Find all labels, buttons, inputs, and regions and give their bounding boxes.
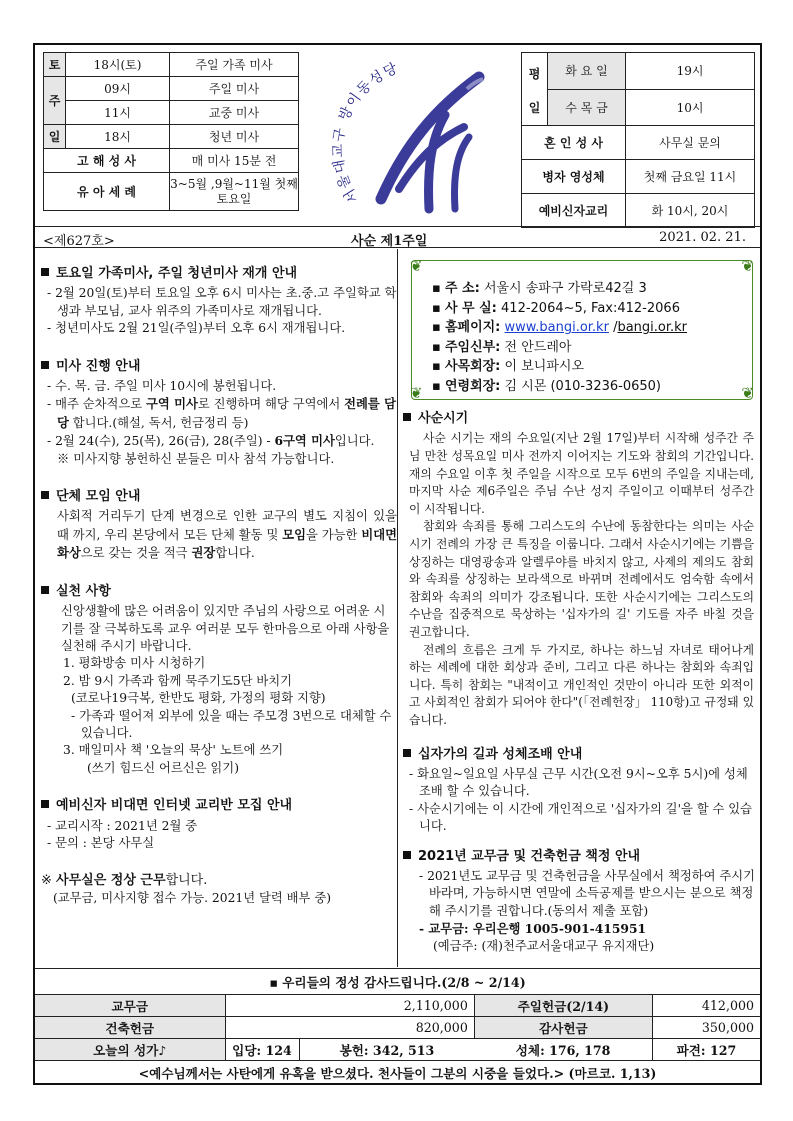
ornament-icon: ❦: [410, 257, 423, 275]
building-fund-value: 820,000: [225, 1017, 474, 1039]
baptism-label: 유 아 세 례: [44, 173, 170, 211]
notice-line: - 교리시작 : 2021년 2월 중: [47, 818, 198, 833]
info-assoc: ▪ 연령회장: 김 시몬 (010-3236-0650): [432, 378, 661, 394]
section-heading: 단체 모임 안내: [41, 488, 397, 505]
notice-line: - 매주 순차적으로 구역 미사로 진행하며 해당 구역에서 전례를 담당 합니다.(해설, 독서, 헌금정리 등): [47, 396, 396, 430]
notice-line: 3. 매일미사 책 '오늘의 묵상' 노트에 쓰기: [63, 743, 284, 758]
notice-line: - 문의 : 본당 사무실: [47, 835, 155, 850]
office-notice-line: ※ 사무실은 정상 근무합니다.: [41, 873, 208, 889]
lent-paragraph: 사순 시기는 재의 수요일(지난 2월 17일)부터 시작해 성주간 주님 만찬 성목요일 미사 전까지 이어지는 기도와 참회의 기간입니다. 재의 수요일 이후 첫 주일을 시작으로 모두 6번의 주일을 지내는데, 마지막 사순 제6주일은 주님 수난 성지 주일이고 이때부터 성주간이 시작됩니다.: [409, 431, 754, 516]
mass-time: 18시: [66, 125, 170, 149]
offering-title: ▪ 우리들의 정성 감사드립니다.(2/8 ~ 2/14): [35, 969, 760, 995]
notice-line: 사회적 거리두기 단계 변경으로 인한 교구의 별도 지침이 있을 때 까지, 우리 본당에서 모든 단체 활동 및 모임을 가능한 비대면 화상으로 갖는 것을 적극 권장합니다.: [57, 509, 397, 561]
notice-line: - 가족과 떨어져 외부에 있을 때는 주모경 3번으로 대체할 수 있습니다.: [71, 708, 392, 740]
notice-line: - 화요일~일요일 사무실 근무 시간(오전 9시~오후 5시)에 성체조배 할 수 있습니다.: [409, 766, 748, 799]
weekday-label-bottom: 일: [528, 101, 541, 115]
baptism-value: 3~5월 ,9월~11월 첫째 토요일: [170, 173, 299, 211]
notice-line: ※ 미사지향 봉헌하신 분들은 미사 참석 가능합니다.: [57, 451, 335, 466]
dues-label: 교무금: [35, 995, 225, 1017]
weekday-label-top: 평: [528, 67, 541, 81]
right-column: [403, 257, 758, 955]
offering-table: [35, 968, 760, 1085]
issue-title: 사순 제1주일: [351, 234, 428, 249]
thanks-offering-label: 감사헌금: [474, 1017, 652, 1039]
lent-paragraph: 참회와 속죄를 통해 그리스도의 수난에 동참한다는 의미는 사순 시기 전례의 가장 큰 특징을 이룹니다. 그래서 사순시기에는 기쁨을 상징하는 대영광송과 알렐루야를 바치지 않고, 사제의 제의도 참회와 속죄를 상징하는 보라색으로 바뀌며 전례에서도 엄숙함 속에서 참회와 속죄의 의미가 강조됩니다. 또한 사순시기에는 그리스도의 수난을 집중적으로 묵상하는 '십자가의 길' 기도를 자주 바칠 것을 권고합니다.: [409, 519, 754, 639]
ornament-icon: ❦: [410, 384, 423, 402]
info-pastor: ▪ 주임신부: 전 안드레아: [432, 339, 572, 355]
weekday-time: 19시: [626, 53, 755, 90]
issue-bar: [35, 226, 760, 248]
mass-desc: 교중 미사: [170, 101, 299, 125]
catechumen-label: 예비신자교리: [522, 194, 626, 228]
notice-dues: [403, 848, 758, 955]
homepage-alt-link[interactable]: bangi.or.kr: [617, 320, 688, 336]
notice-line: 1. 평화방송 미사 시청하기: [63, 656, 206, 671]
section-heading: 토요일 가족미사, 주일 청년미사 재개 안내: [41, 265, 397, 282]
notice-line: - 교무금: 우리은행 1005-901-415951: [419, 921, 647, 937]
section-heading: 사순시기: [403, 410, 758, 427]
weekday-label: [522, 53, 548, 126]
section-heading: 예비신자 비대면 인터넷 교리반 모집 안내: [41, 797, 397, 814]
section-heading: 실천 사항: [41, 583, 397, 600]
logo-text: 서울대교구 방이동성당: [330, 60, 402, 206]
issue-number: <제627호>: [43, 234, 115, 249]
notice-line: - 사순시기에는 이 시간에 개인적으로 '십자가의 길'을 할 수 있습니다.: [409, 801, 753, 834]
sick-communion-label: 병자 영성체: [522, 160, 626, 194]
mass-time: 18시(토): [66, 53, 170, 77]
notice-way-of-cross: [403, 746, 758, 836]
mass-desc: 주일 가족 미사: [170, 53, 299, 77]
hymn-offertory: 봉헌: 342, 513: [299, 1039, 474, 1061]
notice-line: (예금주: (재)천주교서울대교구 유지재단): [433, 938, 655, 953]
left-column: [41, 265, 397, 907]
dues-value: 2,110,000: [225, 995, 474, 1017]
notice-line: - 수. 목. 금. 주일 미사 10시에 봉헌됩니다.: [47, 379, 277, 394]
office-notice-sub: (교무금, 미사지향 접수 가능. 2021년 달력 배부 중): [53, 890, 332, 905]
notice-line: - 2021년도 교무금 및 건축헌금을 사무실에서 책정하여 주시기 바라며, 가능하시면 연말에 소득공제를 받으시는 분으로 책정해 주시기를 권합니다.(동의서 제출 포함): [419, 868, 756, 918]
notice-family-mass: [41, 265, 397, 338]
mass-desc: 청년 미사: [170, 125, 299, 149]
notice-line: - 청년미사도 2월 21일(주일)부터 오후 6시 재개됩니다.: [47, 321, 346, 336]
hymn-dismissal: 파견: 127: [652, 1039, 760, 1061]
catechumen-value: 화 10시, 20시: [626, 194, 755, 228]
marriage-label: 혼 인 성 사: [522, 126, 626, 160]
info-homepage: ▪ 홈페이지: www.bangi.or.kr /bangi.or.kr: [432, 320, 688, 336]
confession-value: 매 미사 15분 전: [170, 149, 299, 173]
notice-line: (코로나19극복, 한반도 평화, 가정의 평화 지향): [71, 691, 326, 706]
hymn-communion: 성체: 176, 178: [474, 1039, 652, 1061]
building-fund-label: 건축헌금: [35, 1017, 225, 1039]
issue-date: 2021. 02. 21.: [659, 230, 746, 245]
day-label: 토: [44, 53, 66, 77]
hymn-entrance: 입당: 124: [225, 1039, 299, 1061]
notice-group-meeting: [41, 488, 397, 563]
section-heading: 미사 진행 안내: [41, 358, 397, 375]
info-address: ▪ 주 소: 서울시 송파구 가락로42길 3: [432, 281, 647, 296]
bulletin-frame: [33, 43, 762, 1085]
section-heading: 십자가의 길과 성체조배 안내: [403, 746, 758, 763]
notice-catechism: [41, 797, 397, 852]
mass-schedule-table: [43, 52, 299, 211]
notice-office: [41, 872, 397, 907]
day-label: 일: [44, 125, 66, 149]
day-label: 주: [44, 77, 66, 125]
ornament-icon: ❦: [741, 257, 754, 275]
notice-line: (쓰기 힘드신 어르신은 읽기): [87, 760, 239, 775]
gospel-verse: <예수님께서는 사탄에게 유혹을 받으셨다. 천사들이 그분의 시중을 들었다.> (마르코. 1,13): [35, 1061, 760, 1085]
notice-line: - 2월 24(수), 25(목), 26(금), 28(주일) - 6구역 미사입니다.: [47, 433, 375, 449]
parish-logo: [319, 49, 509, 219]
homepage-link[interactable]: www.bangi.or.kr: [504, 320, 609, 336]
notice-line: 신앙생활에 많은 어려움이 있지만 주님의 사랑으로 어려운 시기를 잘 극복하도록 교우 여러분 모두 한마음으로 아래 사항을 실천해 주시기 바랍니다.: [61, 604, 390, 653]
info-office: ▪ 사 무 실: 412-2064~5, Fax:412-2066: [432, 300, 680, 316]
info-council: ▪ 사목회장: 이 보니파시오: [432, 359, 585, 375]
notice-line: 2. 밤 9시 가족과 함께 묵주기도5단 바치기: [63, 673, 293, 688]
sacrament-table: [521, 52, 755, 228]
ornament-icon: ❦: [741, 384, 754, 402]
weekday-time: 10시: [626, 89, 755, 126]
mass-time: 11시: [66, 101, 170, 125]
mass-desc: 주일 미사: [170, 77, 299, 101]
weekday-day: 수 목 금: [548, 89, 626, 126]
notice-mass-progress: [41, 358, 397, 468]
lent-paragraph: 전례의 흐름은 크게 두 가지로, 하나는 하느님 자녀로 태어나게 하는 세례에 대한 회상과 준비, 그리고 다른 하나는 참회와 속죄입니다. 특히 참회는 "내적이고 개인적인 것만이 아니라 또한 외적이고 사회적인 참회가 되어야 한다"(「전례헌장」 110항)고 규정돼 있습니다.: [409, 642, 754, 727]
confession-label: 고 해 성 사: [44, 149, 170, 173]
hymn-label: 오늘의 성가♪: [35, 1039, 225, 1061]
marriage-value: 사무실 문의: [626, 126, 755, 160]
sick-communion-value: 첫째 금요일 11시: [626, 160, 755, 194]
section-heading: 2021년 교무금 및 건축헌금 책정 안내: [403, 848, 758, 865]
sunday-offering-label: 주일헌금(2/14): [474, 995, 652, 1017]
column-divider: [397, 249, 398, 967]
notice-line: - 2월 20일(토)부터 토요일 오후 6시 미사는 초.중.고 주일학교 학생과 부모님, 교사 위주의 가족미사로 재개됩니다.: [47, 286, 397, 318]
notice-practice: [41, 583, 397, 777]
parish-info-box: [410, 257, 754, 402]
notice-lent: [403, 410, 758, 730]
weekday-day: 화 요 일: [548, 53, 626, 90]
mass-time: 09시: [66, 77, 170, 101]
thanks-offering-value: 350,000: [652, 1017, 760, 1039]
sunday-offering-value: 412,000: [652, 995, 760, 1017]
